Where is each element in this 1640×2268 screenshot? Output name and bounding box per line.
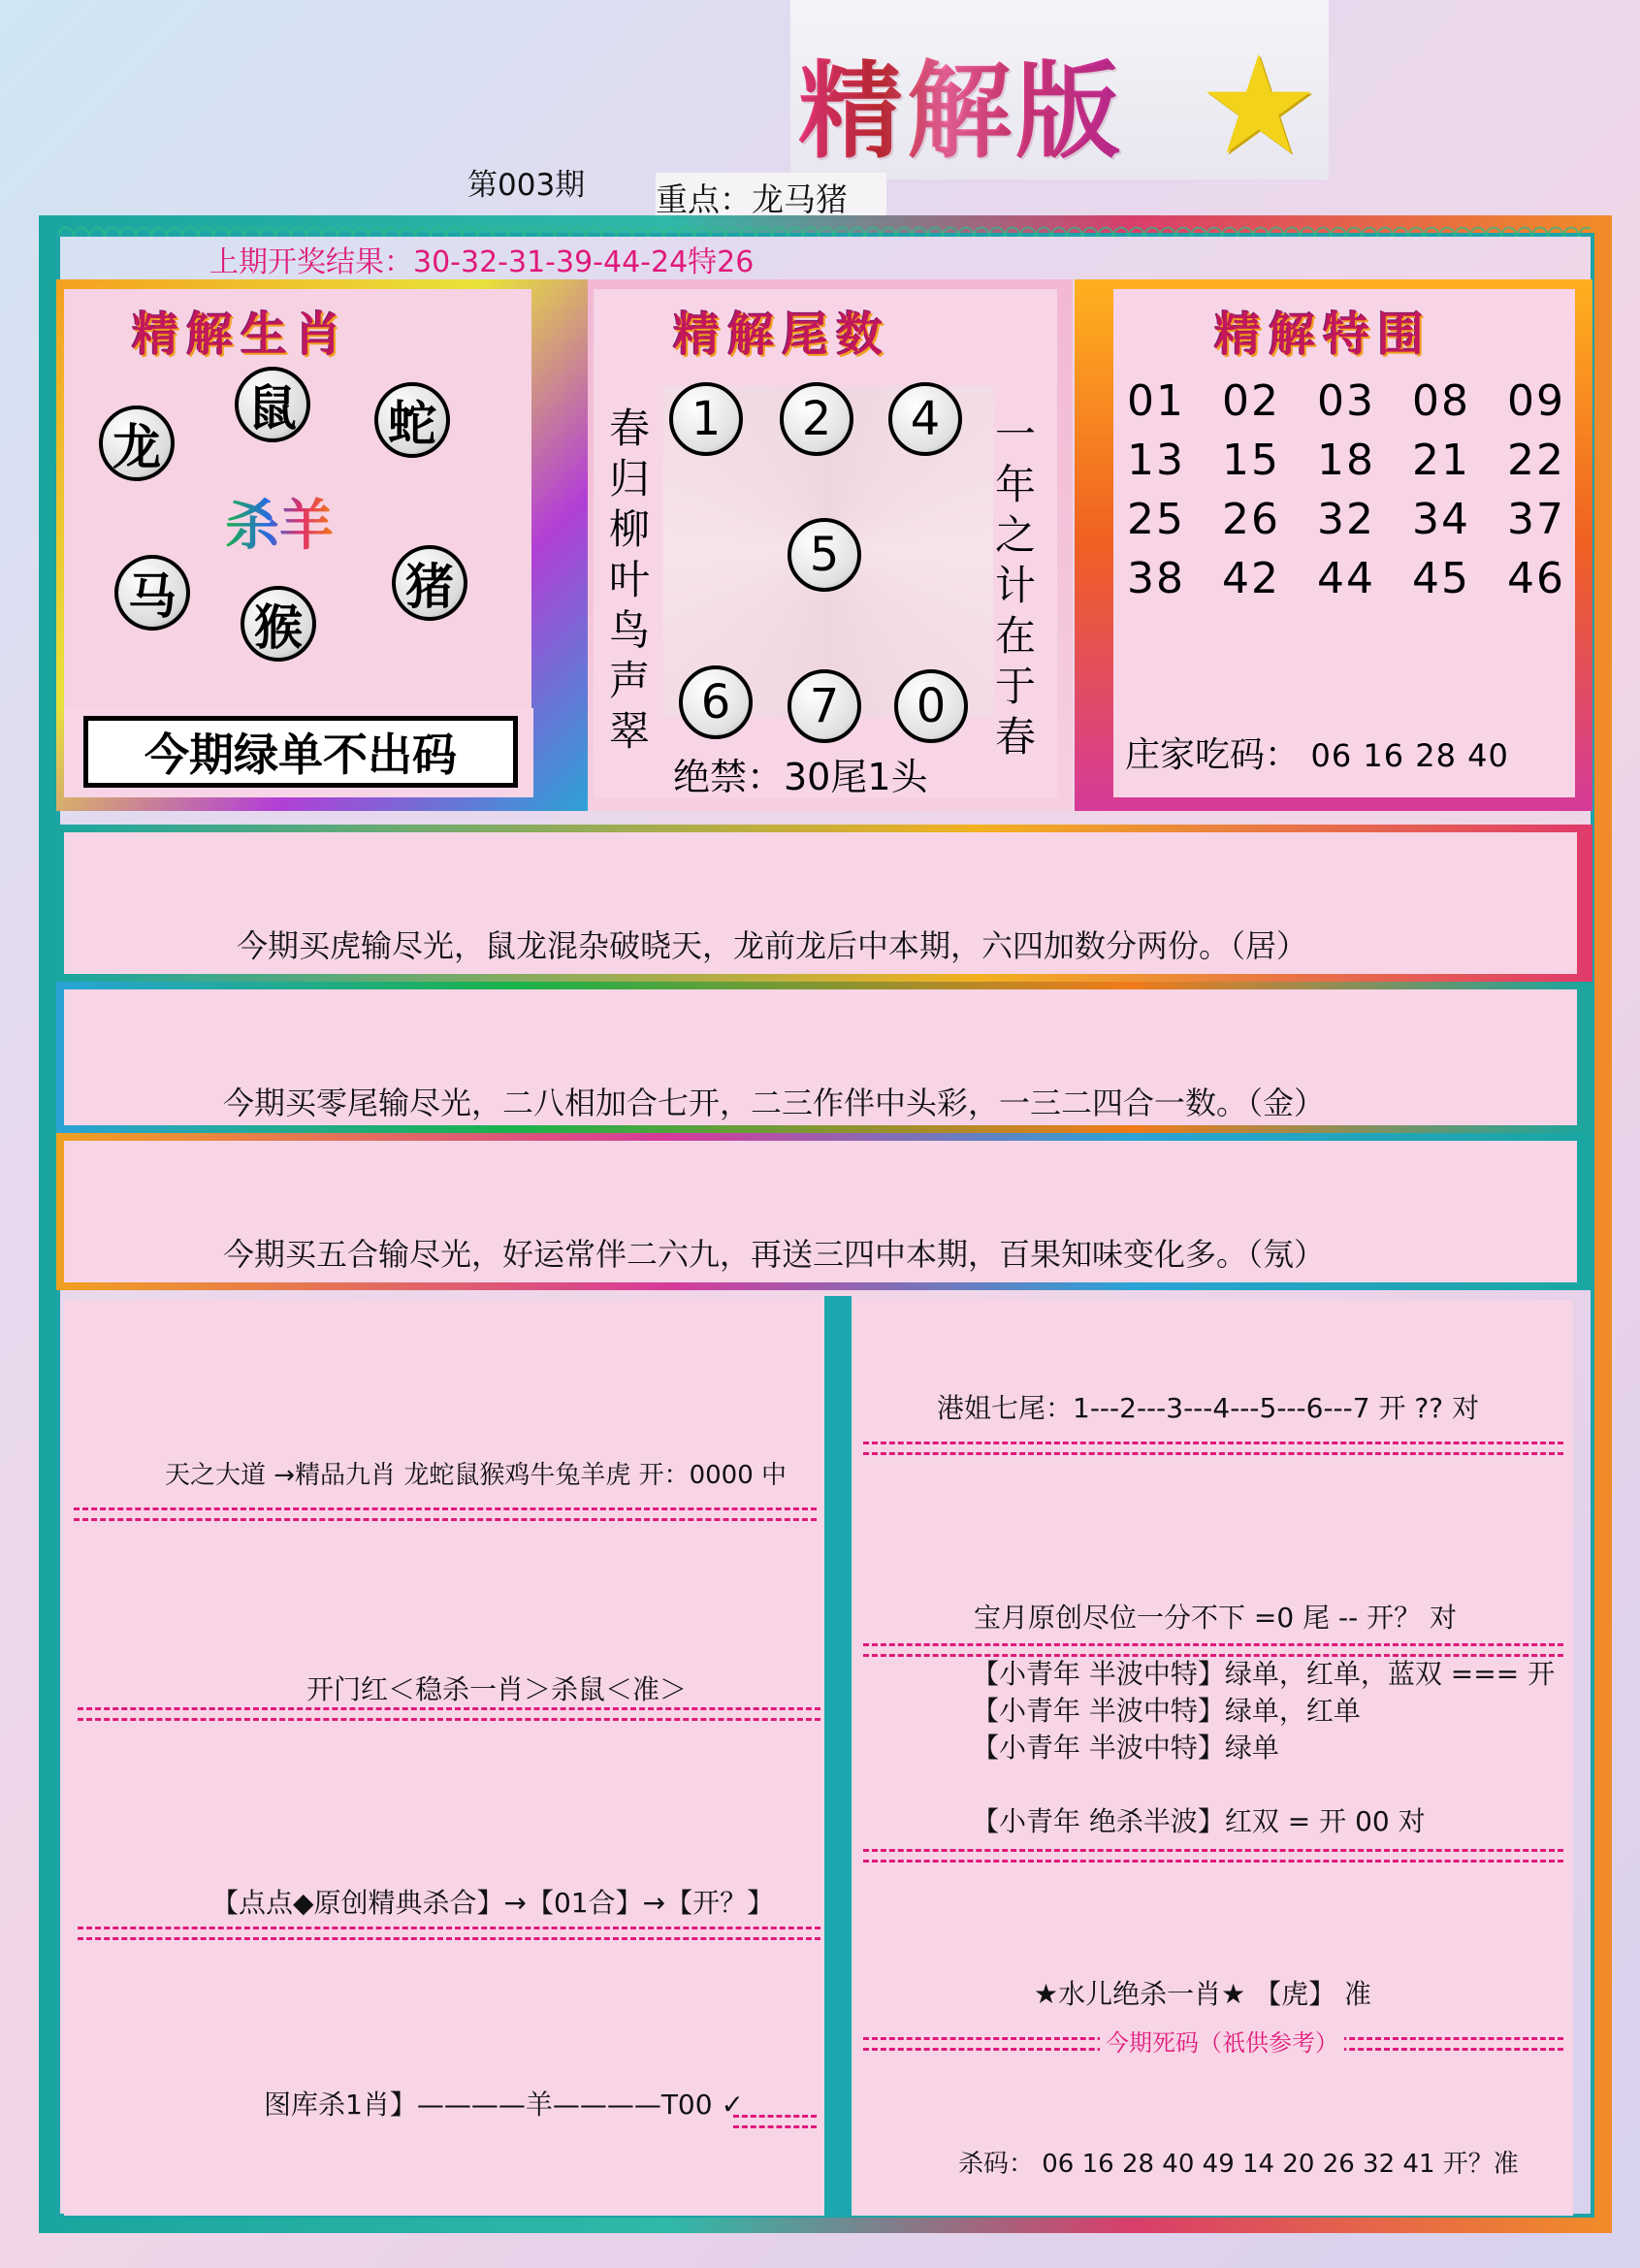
poem-row-2 [64, 989, 1577, 1125]
dash-divider [78, 1927, 820, 1940]
tail-ball-6: 6 [679, 665, 753, 739]
right-line-5: ★水儿绝杀一肖★ 【虎】 准 [1034, 1978, 1372, 2010]
special-number: 34 [1412, 495, 1470, 544]
tail-ball-0: 0 [894, 669, 968, 743]
poem-text-3: 今期买五合输尽光，好运常伴二六九，再送三四中本期，百果知味变化多。（氖） [223, 1236, 1326, 1273]
special-number: 42 [1222, 554, 1280, 603]
banker-label: 庄家吃码： [1125, 735, 1301, 775]
zodiac-rat: 鼠 [235, 367, 310, 442]
dash-divider [78, 1707, 820, 1721]
kill-sheep: 杀羊 [225, 483, 334, 561]
tail-ball-2: 2 [780, 382, 853, 456]
tail-ball-7: 7 [788, 669, 861, 743]
green-note: 今期绿单不出码 [83, 716, 518, 788]
special-panel [1113, 289, 1575, 797]
issue-number: 第003期 [467, 168, 586, 203]
page-title: 精解版 [798, 27, 1124, 178]
zodiac-panel [64, 289, 531, 708]
special-number: 38 [1127, 554, 1185, 603]
zodiac-horse: 马 [114, 555, 190, 631]
left-column [64, 1300, 824, 2216]
dash-divider [863, 1849, 1563, 1863]
zodiac-snake: 蛇 [374, 382, 450, 458]
dead-code-note: 今期死码（祇供参考） [1100, 2024, 1344, 2057]
poem-row-1 [64, 832, 1577, 974]
left-line-1: 天之大道 →精品九肖 龙蛇鼠猴鸡牛兔羊虎 开：0000 中 [165, 1461, 788, 1490]
left-line-2: 开门红＜稳杀一肖＞杀鼠＜准＞ [306, 1673, 688, 1705]
star-icon: ★ [1198, 27, 1320, 185]
focus-text: 重点：龙马猪 [656, 173, 886, 222]
right-poem: 一年之计在于春 [994, 410, 1036, 761]
special-number: 26 [1222, 495, 1280, 544]
special-number: 03 [1317, 376, 1375, 426]
right-line-3c: 【小青年 半波中特】绿单 [972, 1732, 1279, 1764]
banker-row [1125, 728, 1509, 777]
poem-text-2: 今期买零尾输尽光，二八相加合七开，二三作伴中头彩，一三二四合一数。（金） [223, 1085, 1326, 1121]
right-line-1: 港姐七尾：1---2---3---4---5---6---7 开 ?? 对 [937, 1392, 1479, 1424]
right-line-3b: 【小青年 半波中特】绿单，红单 [972, 1695, 1361, 1727]
ban-text: 绝禁：30尾1头 [673, 756, 928, 798]
special-number: 21 [1412, 436, 1470, 485]
zodiac-dragon: 龙 [99, 405, 175, 481]
special-number: 13 [1127, 436, 1185, 485]
wave-border [58, 221, 1591, 237]
tail-heading: 精解尾数 [673, 308, 891, 362]
right-line-6: 杀码： 06 16 28 40 49 14 20 26 32 41 开？准 [958, 2150, 1519, 2179]
column-divider [824, 1296, 852, 2218]
zodiac-monkey: 猴 [241, 586, 316, 662]
dash-divider [733, 2115, 817, 2128]
special-number: 02 [1222, 376, 1280, 426]
special-number: 37 [1507, 495, 1565, 544]
special-number: 09 [1507, 376, 1565, 426]
banker-numbers: 06 16 28 40 [1310, 737, 1509, 774]
special-number: 15 [1222, 436, 1280, 485]
last-result: 上期开奖结果：30-32-31-39-44-24特26 [209, 245, 755, 279]
special-number: 45 [1412, 554, 1470, 603]
special-heading: 精解特围 [1214, 308, 1432, 362]
special-number: 22 [1507, 436, 1565, 485]
special-number: 18 [1317, 436, 1375, 485]
special-numbers [1127, 376, 1602, 603]
left-line-3: 【点点◆原创精典杀合】→【01合】→【开？】 [211, 1887, 775, 1919]
tail-ball-1: 1 [669, 382, 743, 456]
left-line-4: 图库杀1肖】————羊————T00 ✓ [264, 2089, 744, 2121]
right-line-3a: 【小青年 半波中特】绿单，红单，蓝双 === 开 [972, 1658, 1556, 1690]
tail-panel [594, 289, 1057, 797]
special-number: 46 [1507, 554, 1565, 603]
right-column [852, 1300, 1573, 2216]
title-banner [790, 0, 1329, 185]
right-line-2: 宝月原创尽位一分不下 =0 尾 -- 开？ 对 [974, 1602, 1457, 1634]
special-number: 01 [1127, 376, 1185, 426]
poem-text-1: 今期买虎输尽光，鼠龙混杂破晓天，龙前龙后中本期，六四加数分两份。（居） [237, 927, 1308, 964]
special-number: 08 [1412, 376, 1470, 426]
zodiac-heading: 精解生肖 [132, 308, 350, 362]
left-poem: 春归柳叶鸟声翠 [608, 405, 650, 755]
special-number: 25 [1127, 495, 1185, 544]
tail-ball-4: 4 [888, 382, 962, 456]
poem-row-3 [64, 1141, 1577, 1282]
dash-divider [863, 1442, 1563, 1455]
special-number: 32 [1317, 495, 1375, 544]
right-line-4: 【小青年 绝杀半波】红双 = 开 00 对 [972, 1805, 1426, 1837]
zodiac-pig: 猪 [392, 545, 467, 621]
tail-ball-5: 5 [788, 518, 861, 592]
special-number: 44 [1317, 554, 1375, 603]
dash-divider [74, 1507, 817, 1521]
